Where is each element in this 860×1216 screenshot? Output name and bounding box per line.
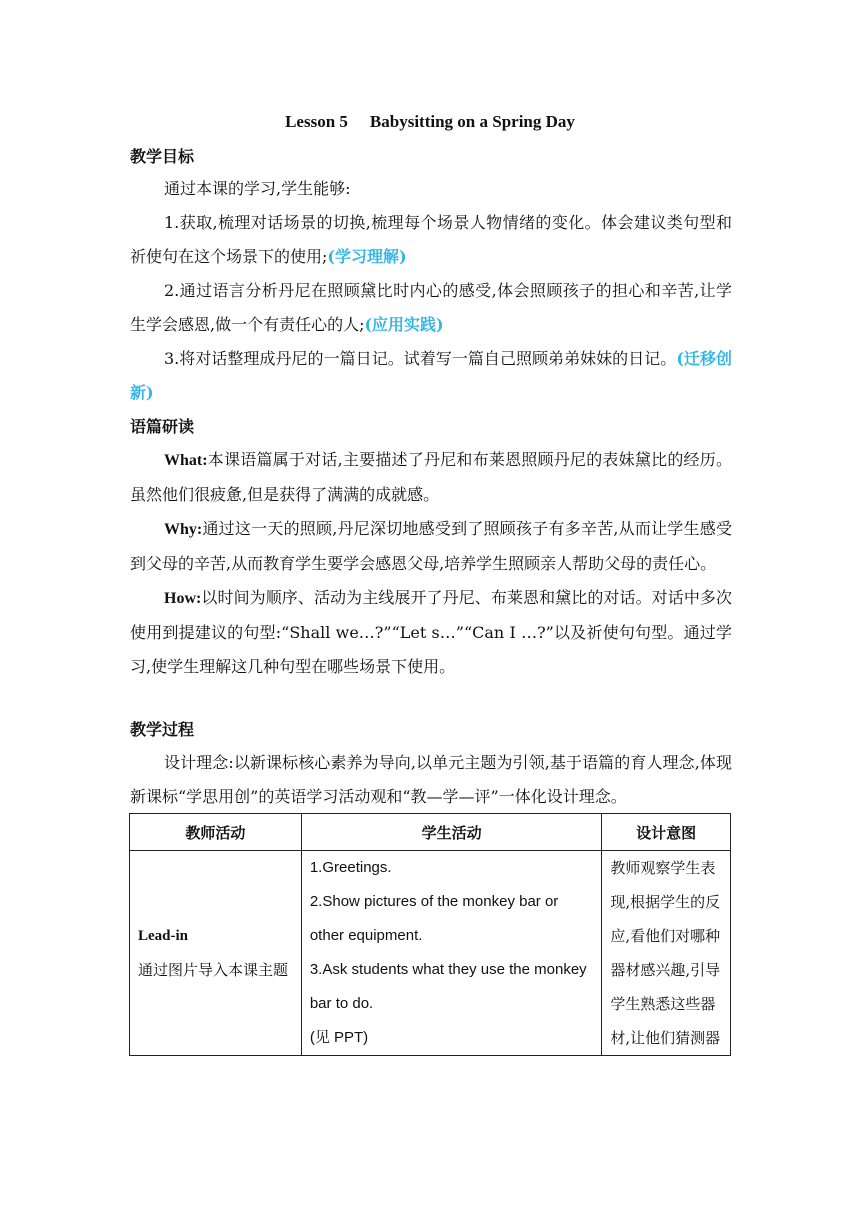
lesson-name: Babysitting on a Spring Day xyxy=(369,112,575,131)
activity-item: 3.Ask students what they use the monkey bar to do. xyxy=(309,961,587,1012)
teacher-activity-cell xyxy=(130,851,302,1056)
analysis-how: How:以时间为顺序、活动为主线展开了丹尼、布莱恩和黛比的对话。对话中多次使用到提建议的句型:“Shall we…?”“Let s…”“Can I …?”以及祈使句句型。通过学习,使学生理解这几种句型在哪些场景下使用。 xyxy=(130,588,732,676)
analysis-section xyxy=(130,443,732,684)
objectives-heading: 教学目标 xyxy=(130,147,195,166)
analysis-why: Why:通过这一天的照顾,丹尼深切地感受到了照顾孩子有多辛苦,从而让学生感受到父母的辛苦,从而教育学生要学会感恩父母,培养学生照顾亲人帮助父母的责任心。 xyxy=(130,519,732,573)
objective-item-1: 1.获取,梳理对话场景的切换,梳理每个场景人物情绪的变化。体会建议类句型和祈使句在这个场景下的使用;(学习理解) xyxy=(130,213,732,266)
stage-name: Lead-in xyxy=(138,928,189,944)
objectives-intro: 通过本课的学习,学生能够: xyxy=(164,179,351,198)
objective-item-2: 2.通过语言分析丹尼在照顾黛比时内心的感受,体会照顾孩子的担心和辛苦,让学生学会感恩,做一个有责任心的人;(应用实践) xyxy=(130,281,732,334)
objective-item-3: 3.将对话整理成丹尼的一篇日记。试着写一篇自己照顾弟弟妹妹的日记。(迁移创新) xyxy=(130,349,732,402)
table-row xyxy=(130,851,731,1056)
header-design-intent: 设计意图 xyxy=(602,814,731,851)
objective-tag: (迁移创新) xyxy=(130,349,732,402)
objective-tag: (应用实践) xyxy=(364,315,444,334)
activity-item: 2.Show pictures of the monkey bar or other equipment. xyxy=(309,893,559,944)
objective-tag: (学习理解) xyxy=(327,247,407,266)
analysis-heading: 语篇研读 xyxy=(130,417,195,436)
process-heading: 教学过程 xyxy=(130,720,195,739)
activity-item: 1.Greetings. xyxy=(309,859,392,876)
student-activity-cell xyxy=(301,851,602,1056)
teaching-plan-table xyxy=(129,813,731,1056)
analysis-what: What:本课语篇属于对话,主要描述了丹尼和布莱恩照顾丹尼的表妹黛比的经历。虽然他们很疲惫,但是获得了满满的成就感。 xyxy=(130,450,732,504)
header-teacher-activity: 教师活动 xyxy=(130,814,302,851)
design-intent-cell: 教师观察学生表现,根据学生的反应,看他们对哪种器材感兴趣,引导学生熟悉这些器材,让他们猜测器 xyxy=(602,851,731,1056)
lesson-title xyxy=(130,111,730,133)
lesson-number: Lesson 5 xyxy=(285,112,348,131)
process-section xyxy=(130,746,732,814)
design-concept: 设计理念:以新课标核心素养为导向,以单元主题为引领,基于语篇的育人理念,体现新课标“学思用创”的英语学习活动观和“教—学—评”一体化设计理念。 xyxy=(130,753,732,806)
header-student-activity: 学生活动 xyxy=(301,814,602,851)
table-header-row xyxy=(130,814,731,851)
stage-description: 通过图片导入本课主题 xyxy=(138,961,289,979)
objectives-section xyxy=(130,172,732,410)
activity-item: (见 PPT) xyxy=(309,1029,369,1046)
